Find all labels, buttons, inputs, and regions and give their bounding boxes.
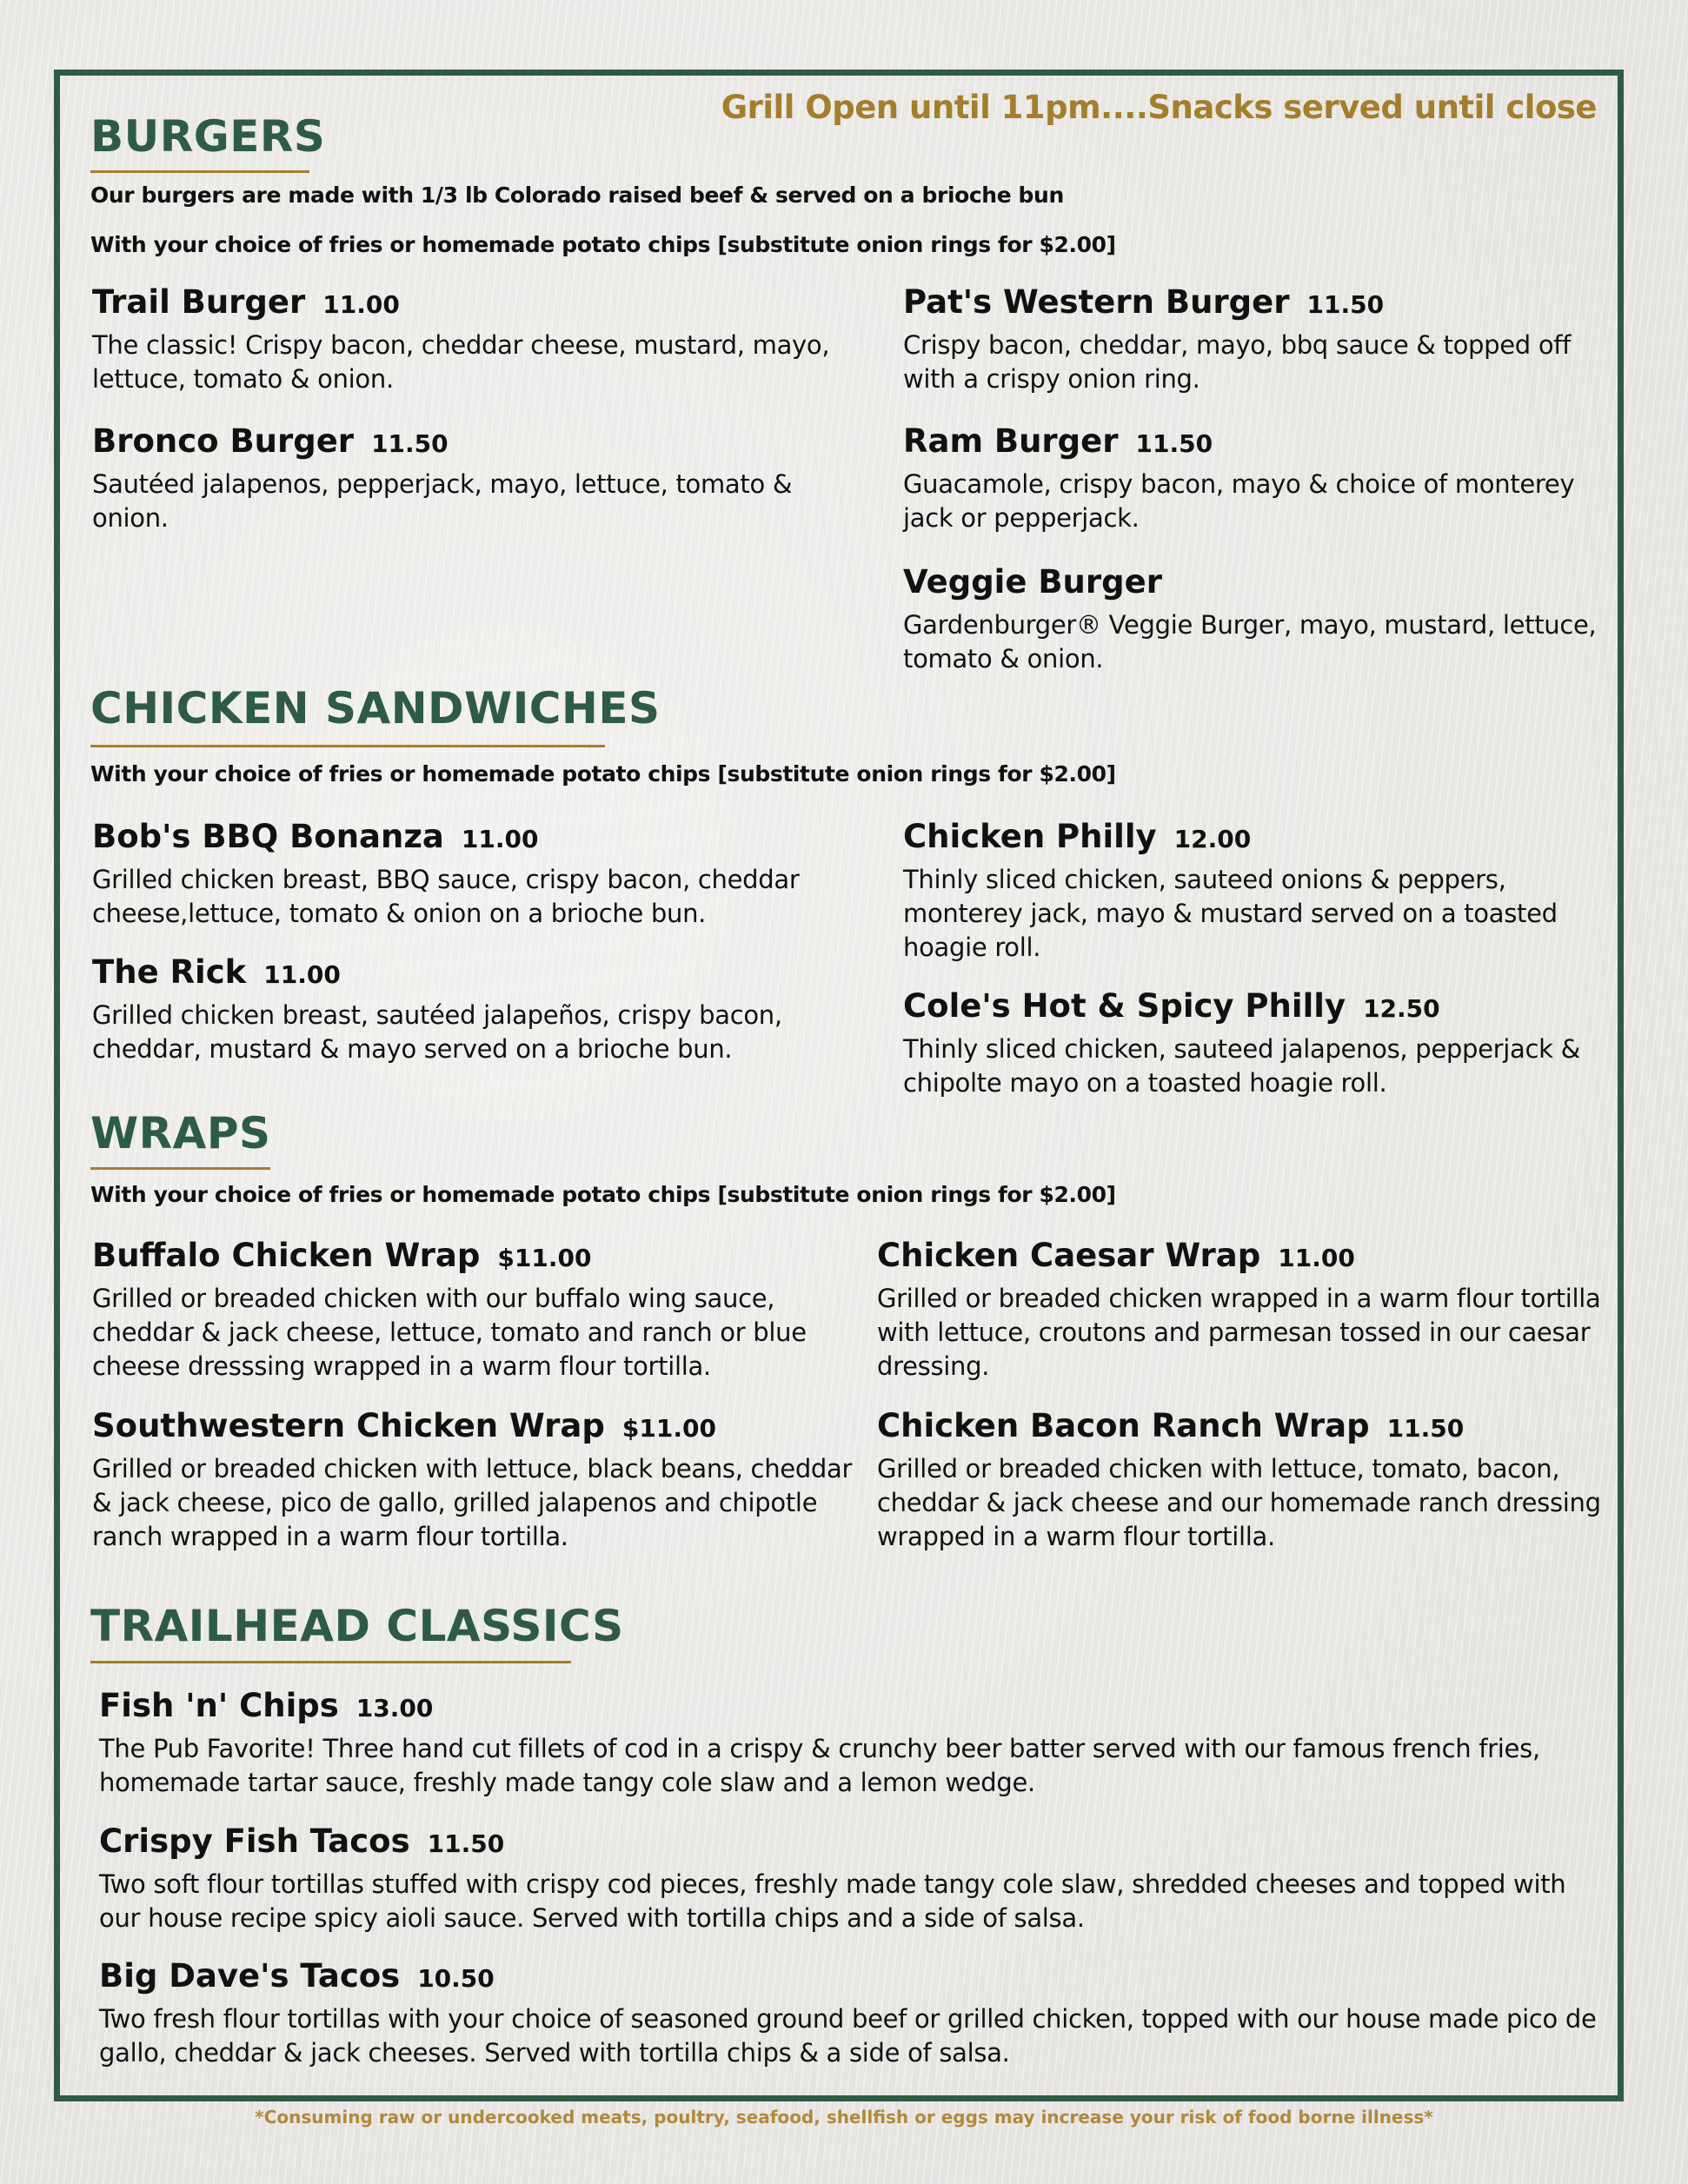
menu-item-big-daves-tacos — [99, 1956, 1607, 2070]
item-price: 10.50 — [417, 1964, 495, 1993]
item-name: Trail Burger — [92, 283, 306, 321]
burgers-sides-note: With your choice of fries or homemade potato chips [substitute onion rings for $2.00] — [90, 232, 1116, 257]
chicken-sides-note: With your choice of fries or homemade potato chips [substitute onion rings for $2.00] — [90, 761, 1116, 787]
item-name: Fish 'n' Chips — [99, 1687, 339, 1724]
item-price: 12.50 — [1363, 994, 1440, 1023]
menu-item-chicken-philly — [903, 817, 1598, 965]
item-name: Veggie Burger — [903, 563, 1162, 601]
item-description: The classic! Crispy bacon, cheddar cheese, mustard, mayo, lettuce, tomato & onion. — [92, 330, 830, 394]
item-price: 11.00 — [263, 960, 341, 989]
item-name: Chicken Caesar Wrap — [877, 1237, 1261, 1274]
item-price: 11.50 — [1306, 290, 1385, 319]
item-description: Grilled chicken breast, sautéed jalapeños, crispy bacon, cheddar, mustard & mayo served on a brioche bun. — [92, 1000, 782, 1064]
item-name: Bronco Burger — [92, 422, 355, 460]
wraps-sides-note: With your choice of fries or homemade potato chips [substitute onion rings for $2.00] — [90, 1182, 1116, 1207]
item-name: Bob's BBQ Bonanza — [92, 818, 444, 855]
item-price: $11.00 — [497, 1244, 592, 1272]
item-description: The Pub Favorite! Three hand cut fillets of cod in a crispy & crunchy beer batter served with our famous french fries, homemade tartar sauce, freshly made tangy cole slaw and a lemon wedge. — [99, 1734, 1540, 1797]
menu-item-southwestern-chicken-wrap — [92, 1406, 857, 1554]
menu-item-chicken-caesar-wrap — [877, 1236, 1607, 1384]
menu-item-bronco-burger — [92, 422, 840, 535]
section-underline-chicken — [90, 745, 605, 747]
item-price: 11.50 — [1135, 429, 1213, 458]
grill-hours-note: Grill Open until 11pm....Snacks served until close — [721, 89, 1597, 126]
item-price: 11.00 — [461, 825, 539, 853]
burgers-beef-note: Our burgers are made with 1/3 lb Colorado raised beef & served on a brioche bun — [90, 183, 1064, 208]
item-name: Pat's Western Burger — [903, 283, 1290, 321]
item-price: 11.00 — [322, 290, 400, 319]
item-price: 11.00 — [1278, 1244, 1355, 1272]
item-name: The Rick — [92, 953, 247, 991]
item-description: Grilled or breaded chicken with our buffalo wing sauce, cheddar & jack cheese, lettuce, tomato and ranch or blue cheese dresssing wrapped in a warm flour tortilla. — [92, 1284, 807, 1381]
section-title-chicken-sandwiches: CHICKEN SANDWICHES — [90, 683, 661, 734]
item-description: Guacamole, crispy bacon, mayo & choice of monterey jack or pepperjack. — [903, 469, 1575, 533]
item-description: Grilled chicken breast, BBQ sauce, crispy bacon, cheddar cheese,lettuce, tomato & onion on a brioche bun. — [92, 865, 800, 928]
item-price: 13.00 — [356, 1694, 434, 1723]
menu-item-bobs-bbq-bonanza — [92, 817, 857, 931]
menu-item-crispy-fish-tacos — [99, 1822, 1607, 1935]
section-title-trailhead-classics: TRAILHEAD CLASSICS — [90, 1601, 624, 1651]
item-description: Two fresh flour tortillas with your choice of seasoned ground beef or grilled chicken, topped with our house made pico de gallo, cheddar & jack cheeses. Served with tortilla chips & a side of salsa. — [99, 2004, 1597, 2068]
item-description: Gardenburger® Veggie Burger, mayo, mustard, lettuce, tomato & onion. — [903, 610, 1597, 674]
section-underline-burgers — [90, 170, 309, 173]
item-description: Grilled or breaded chicken wrapped in a warm flour tortilla with lettuce, croutons and parmesan tossed in our caesar dressing. — [877, 1284, 1601, 1381]
menu-item-chicken-bacon-ranch-wrap — [877, 1406, 1607, 1554]
item-name: Buffalo Chicken Wrap — [92, 1237, 481, 1274]
item-description: Sautéed jalapenos, pepperjack, mayo, lettuce, tomato & onion. — [92, 469, 793, 533]
item-price: 11.50 — [371, 429, 449, 458]
menu-item-trail-burger — [92, 282, 857, 396]
section-title-burgers: BURGERS — [90, 111, 326, 162]
item-description: Grilled or breaded chicken with lettuce, black beans, cheddar & jack cheese, pico de gallo, grilled jalapenos and chipotle ranch wrapped in a warm flour tortilla. — [92, 1454, 853, 1551]
section-underline-classics — [90, 1661, 571, 1663]
item-name: Cole's Hot & Spicy Philly — [903, 987, 1346, 1025]
item-name: Ram Burger — [903, 422, 1119, 460]
item-description: Thinly sliced chicken, sauteed jalapenos, pepperjack & chipolte mayo on a toasted hoagie roll. — [903, 1034, 1580, 1098]
menu-item-pats-western-burger — [903, 282, 1598, 396]
section-underline-wraps — [90, 1167, 270, 1170]
item-name: Southwestern Chicken Wrap — [92, 1407, 605, 1444]
item-description: Two soft flour tortillas stuffed with crispy cod pieces, freshly made tangy cole slaw, shredded cheeses and topped with our house recipe spicy aioli sauce. Served with tortilla chips and a side of salsa. — [99, 1869, 1566, 1933]
item-price: 11.50 — [427, 1829, 505, 1858]
item-price: $11.00 — [621, 1414, 716, 1443]
section-title-wraps: WRAPS — [90, 1108, 271, 1158]
menu-item-buffalo-chicken-wrap — [92, 1236, 857, 1384]
item-name: Chicken Philly — [903, 818, 1157, 855]
item-name: Chicken Bacon Ranch Wrap — [877, 1407, 1370, 1444]
item-price: 11.50 — [1386, 1414, 1465, 1443]
menu-item-coles-hot-spicy-philly — [903, 986, 1598, 1100]
menu-item-ram-burger — [903, 422, 1598, 535]
menu-item-veggie-burger — [903, 562, 1598, 676]
item-description: Thinly sliced chicken, sauteed onions & peppers, monterey jack, mayo & mustard served on a toasted hoagie roll. — [903, 865, 1558, 962]
item-name: Crispy Fish Tacos — [99, 1822, 410, 1860]
menu-item-fish-n-chips — [99, 1686, 1607, 1800]
food-safety-disclaimer: *Consuming raw or undercooked meats, poultry, seafood, shellfish or eggs may increase your risk of food borne illness* — [255, 2107, 1433, 2128]
item-description: Grilled or breaded chicken with lettuce, tomato, bacon, cheddar & jack cheese and our homemade ranch dressing wrapped in a warm flour tortilla. — [877, 1454, 1601, 1551]
item-price: 12.00 — [1173, 825, 1252, 853]
item-name: Big Dave's Tacos — [99, 1957, 401, 1995]
item-description: Crispy bacon, cheddar, mayo, bbq sauce & topped off with a crispy onion ring. — [903, 330, 1572, 394]
menu-item-the-rick — [92, 953, 857, 1066]
